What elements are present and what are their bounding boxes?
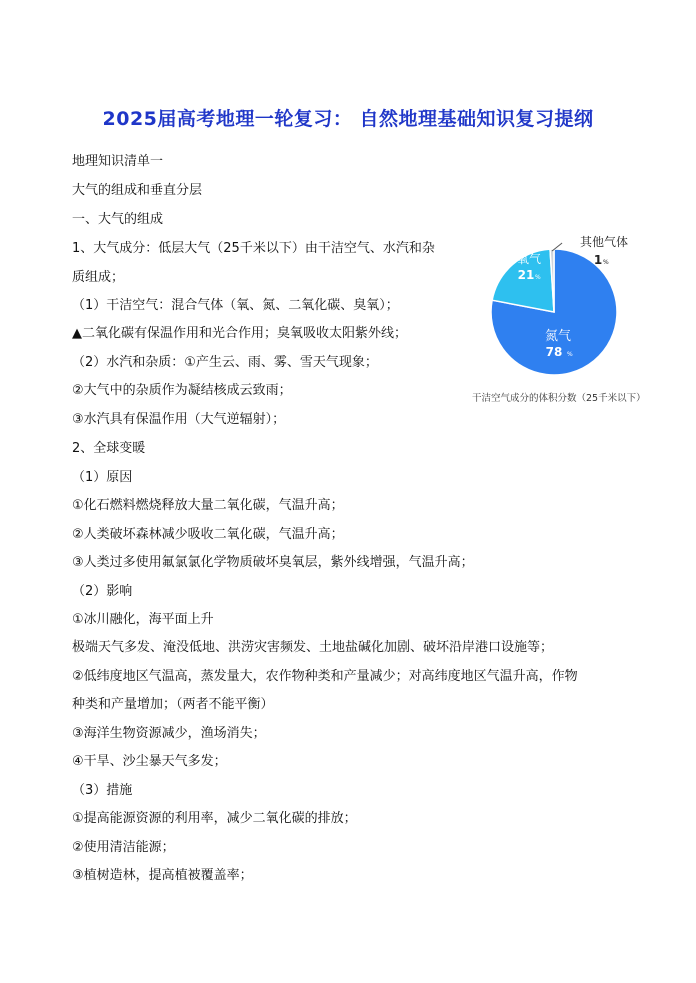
text-line: 种类和产量增加；（两者不能平衡） bbox=[72, 697, 274, 712]
text-line: 2、全球变暖 bbox=[72, 441, 146, 456]
text-line: ②使用清洁能源； bbox=[72, 840, 175, 855]
text-line: （3）措施 bbox=[72, 783, 133, 798]
slice-name-oxygen: 氧气 bbox=[516, 252, 542, 266]
text-line: 地理知识清单一 bbox=[72, 154, 164, 169]
slice-value-oxygen: 21 bbox=[517, 268, 535, 282]
text-line: 一、大气的组成 bbox=[72, 212, 164, 227]
slice-unit-other: % bbox=[603, 259, 609, 266]
text-line: （1）干洁空气：混合气体（氧、氮、二氧化碳、臭氧）； bbox=[72, 298, 399, 313]
text-line: ②低纬度地区气温高，蒸发量大，农作物种类和产量减少；对高纬度地区气温升高，作物 bbox=[72, 669, 578, 684]
text-line: 质组成； bbox=[72, 270, 125, 285]
text-line: （1）原因 bbox=[72, 470, 133, 485]
slice-name-other: 其他气体 bbox=[579, 235, 629, 249]
text-line: 大气的组成和垂直分层 bbox=[72, 183, 203, 198]
text-line: ①冰川融化，海平面上升 bbox=[72, 612, 214, 627]
text-line: ④干旱、沙尘暴天气多发； bbox=[72, 754, 227, 769]
text-line: 极端天气多发、淹没低地、洪涝灾害频发、土地盐碱化加剧、破坏沿岸港口设施等； bbox=[72, 640, 554, 655]
text-line: ③海洋生物资源减少，渔场消失； bbox=[72, 726, 266, 741]
text-line: ②人类破坏森林减少吸收二氧化碳，气温升高； bbox=[72, 527, 344, 542]
text-line: ▲二氧化碳有保温作用和光合作用；臭氧吸收太阳紫外线； bbox=[72, 326, 407, 341]
text-line: ③植树造林，提高植被覆盖率； bbox=[72, 868, 253, 883]
slice-unit-nitrogen: % bbox=[567, 351, 573, 358]
document-title: 2025届高考地理一轮复习： 自然地理基础知识复习提纲 bbox=[102, 108, 594, 130]
slice-name-nitrogen: 氮气 bbox=[544, 329, 572, 344]
text-line: （2）影响 bbox=[72, 584, 133, 599]
text-line: 1、大气成分：低层大气（25千米以下）由干洁空气、水汽和杂 bbox=[72, 241, 435, 256]
text-line: ①化石燃料燃烧释放大量二氧化碳，气温升高； bbox=[72, 498, 344, 513]
text-line: ③人类过多使用氟氯氯化学物质破坏臭氧层，紫外线增强，气温升高； bbox=[72, 555, 474, 570]
chart-caption: 干洁空气成分的体积分数（25千米以下） bbox=[472, 393, 646, 404]
text-line: ①提高能源资源的利用率，减少二氧化碳的排放； bbox=[72, 811, 357, 826]
text-line: ②大气中的杂质作为凝结核成云致雨； bbox=[72, 383, 292, 398]
text-line: ③水汽具有保温作用（大气逆辐射）； bbox=[72, 412, 286, 427]
text-line: （2）水汽和杂质：①产生云、雨、雾、雪天气现象； bbox=[72, 355, 378, 370]
slice-value-other: 1 bbox=[593, 253, 603, 267]
slice-value-nitrogen: 78 bbox=[545, 345, 563, 359]
air-composition-pie-chart bbox=[468, 222, 658, 412]
slice-unit-oxygen: % bbox=[535, 274, 541, 281]
